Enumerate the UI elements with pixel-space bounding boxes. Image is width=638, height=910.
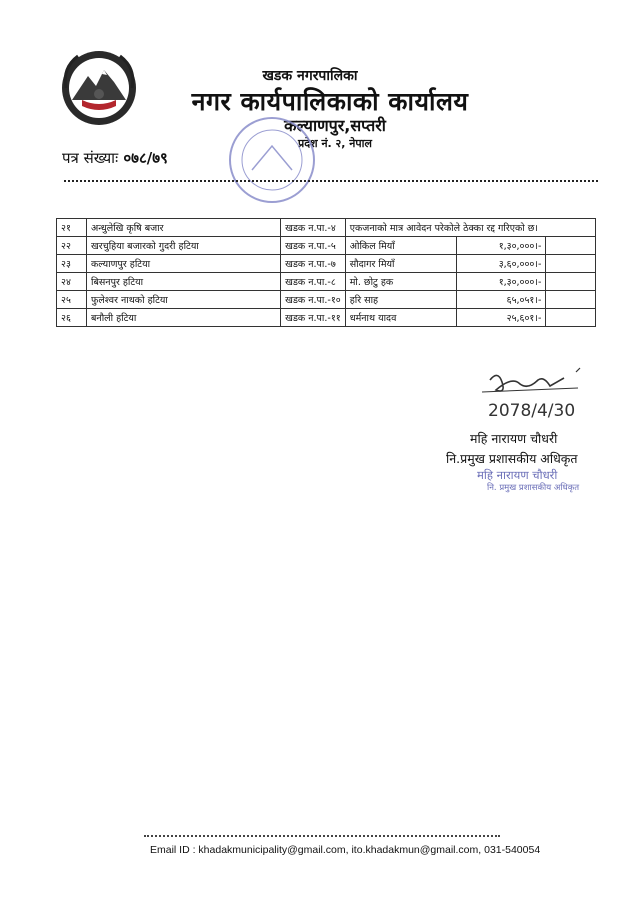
contract-table [56,218,596,327]
row-ward: खडक न.पा.-८ [281,273,346,291]
row-market-name: फुलेश्वर नाथको हटिया [87,291,281,309]
signature-scrawl-icon [468,366,588,422]
row-serial: २६ [57,309,87,327]
table-row [57,273,596,291]
row-contractor: हरि साह [345,291,456,309]
row-contractor: ओकिल मियाँ [345,237,456,255]
row-contractor: मो. छोटु हक [345,273,456,291]
reference-label: पत्र संख्याः [62,149,119,167]
header-divider [64,180,598,182]
row-ward: खडक न.पा.-७ [281,255,346,273]
row-serial: २१ [57,219,87,237]
row-amount: १,३०,०००।- [456,273,546,291]
row-contractor: सौदागर मियाँ [345,255,456,273]
reference-number [62,148,168,168]
row-market-name: बनौली हटिया [87,309,281,327]
table-row [57,237,596,255]
row-blank-cell [546,255,596,273]
row-ward: खडक न.पा.-१० [281,291,346,309]
row-serial: २५ [57,291,87,309]
reference-value: ०७८/७९ [123,149,168,167]
row-market-name: बिसनपुर हटिया [87,273,281,291]
province-line: प्रदेश नं. २, नेपाल [298,137,372,150]
footer-divider [144,835,500,837]
row-serial: २४ [57,273,87,291]
row-ward: खडक न.पा.-११ [281,309,346,327]
row-amount: २५,६०१।- [456,309,546,327]
office-title: नगर कार्यपालिकाको कार्यालय [191,87,469,116]
table-row [57,219,596,237]
row-blank-cell [546,309,596,327]
signatory-name: महि नारायण चौधरी [470,431,558,446]
office-stamp-icon [222,110,322,210]
contract-table-body [57,219,596,327]
row-blank-cell [546,237,596,255]
row-market-name: अन्धुलेखि कृषि बजार [87,219,281,237]
row-market-name: खरचुहिया बजारको गुदरी हटिया [87,237,281,255]
row-market-name: कल्याणपुर हटिया [87,255,281,273]
nepal-emblem-icon [58,48,140,128]
table-row [57,309,596,327]
office-location: कल्याणपुर,सप्तरी [284,116,386,135]
signatory-title: नि.प्रमुख प्रशासकीय अधिकृत [446,451,578,466]
row-blank-cell [546,273,596,291]
row-serial: २३ [57,255,87,273]
row-ward: खडक न.पा.-४ [281,219,346,237]
municipality-name: खडक नगरपालिका [262,68,358,84]
table-row [57,255,596,273]
row-serial: २२ [57,237,87,255]
table-row [57,291,596,309]
row-amount: ६५,०५१।- [456,291,546,309]
row-amount: ३,६०,०००।- [456,255,546,273]
footer-contact: Email ID : khadakmunicipality@gmail.com, ito.khadakmun@gmail.com, 031-540054 [150,844,541,856]
row-ward: खडक न.पा.-५ [281,237,346,255]
row-contractor: धर्मनाथ यादव [345,309,456,327]
signature-date: 2078/4/30 [488,401,576,421]
seal-signatory-name: महि नारायण चौधरी [477,468,558,482]
row-note: एकजनाको मात्र आवेदन परेकोले ठेक्का रद्द गरिएको छ। [345,219,595,237]
seal-signatory-title: नि. प्रमुख प्रशासकीय अधिकृत [487,483,580,493]
row-blank-cell [546,291,596,309]
row-amount: १,३०,०००।- [456,237,546,255]
